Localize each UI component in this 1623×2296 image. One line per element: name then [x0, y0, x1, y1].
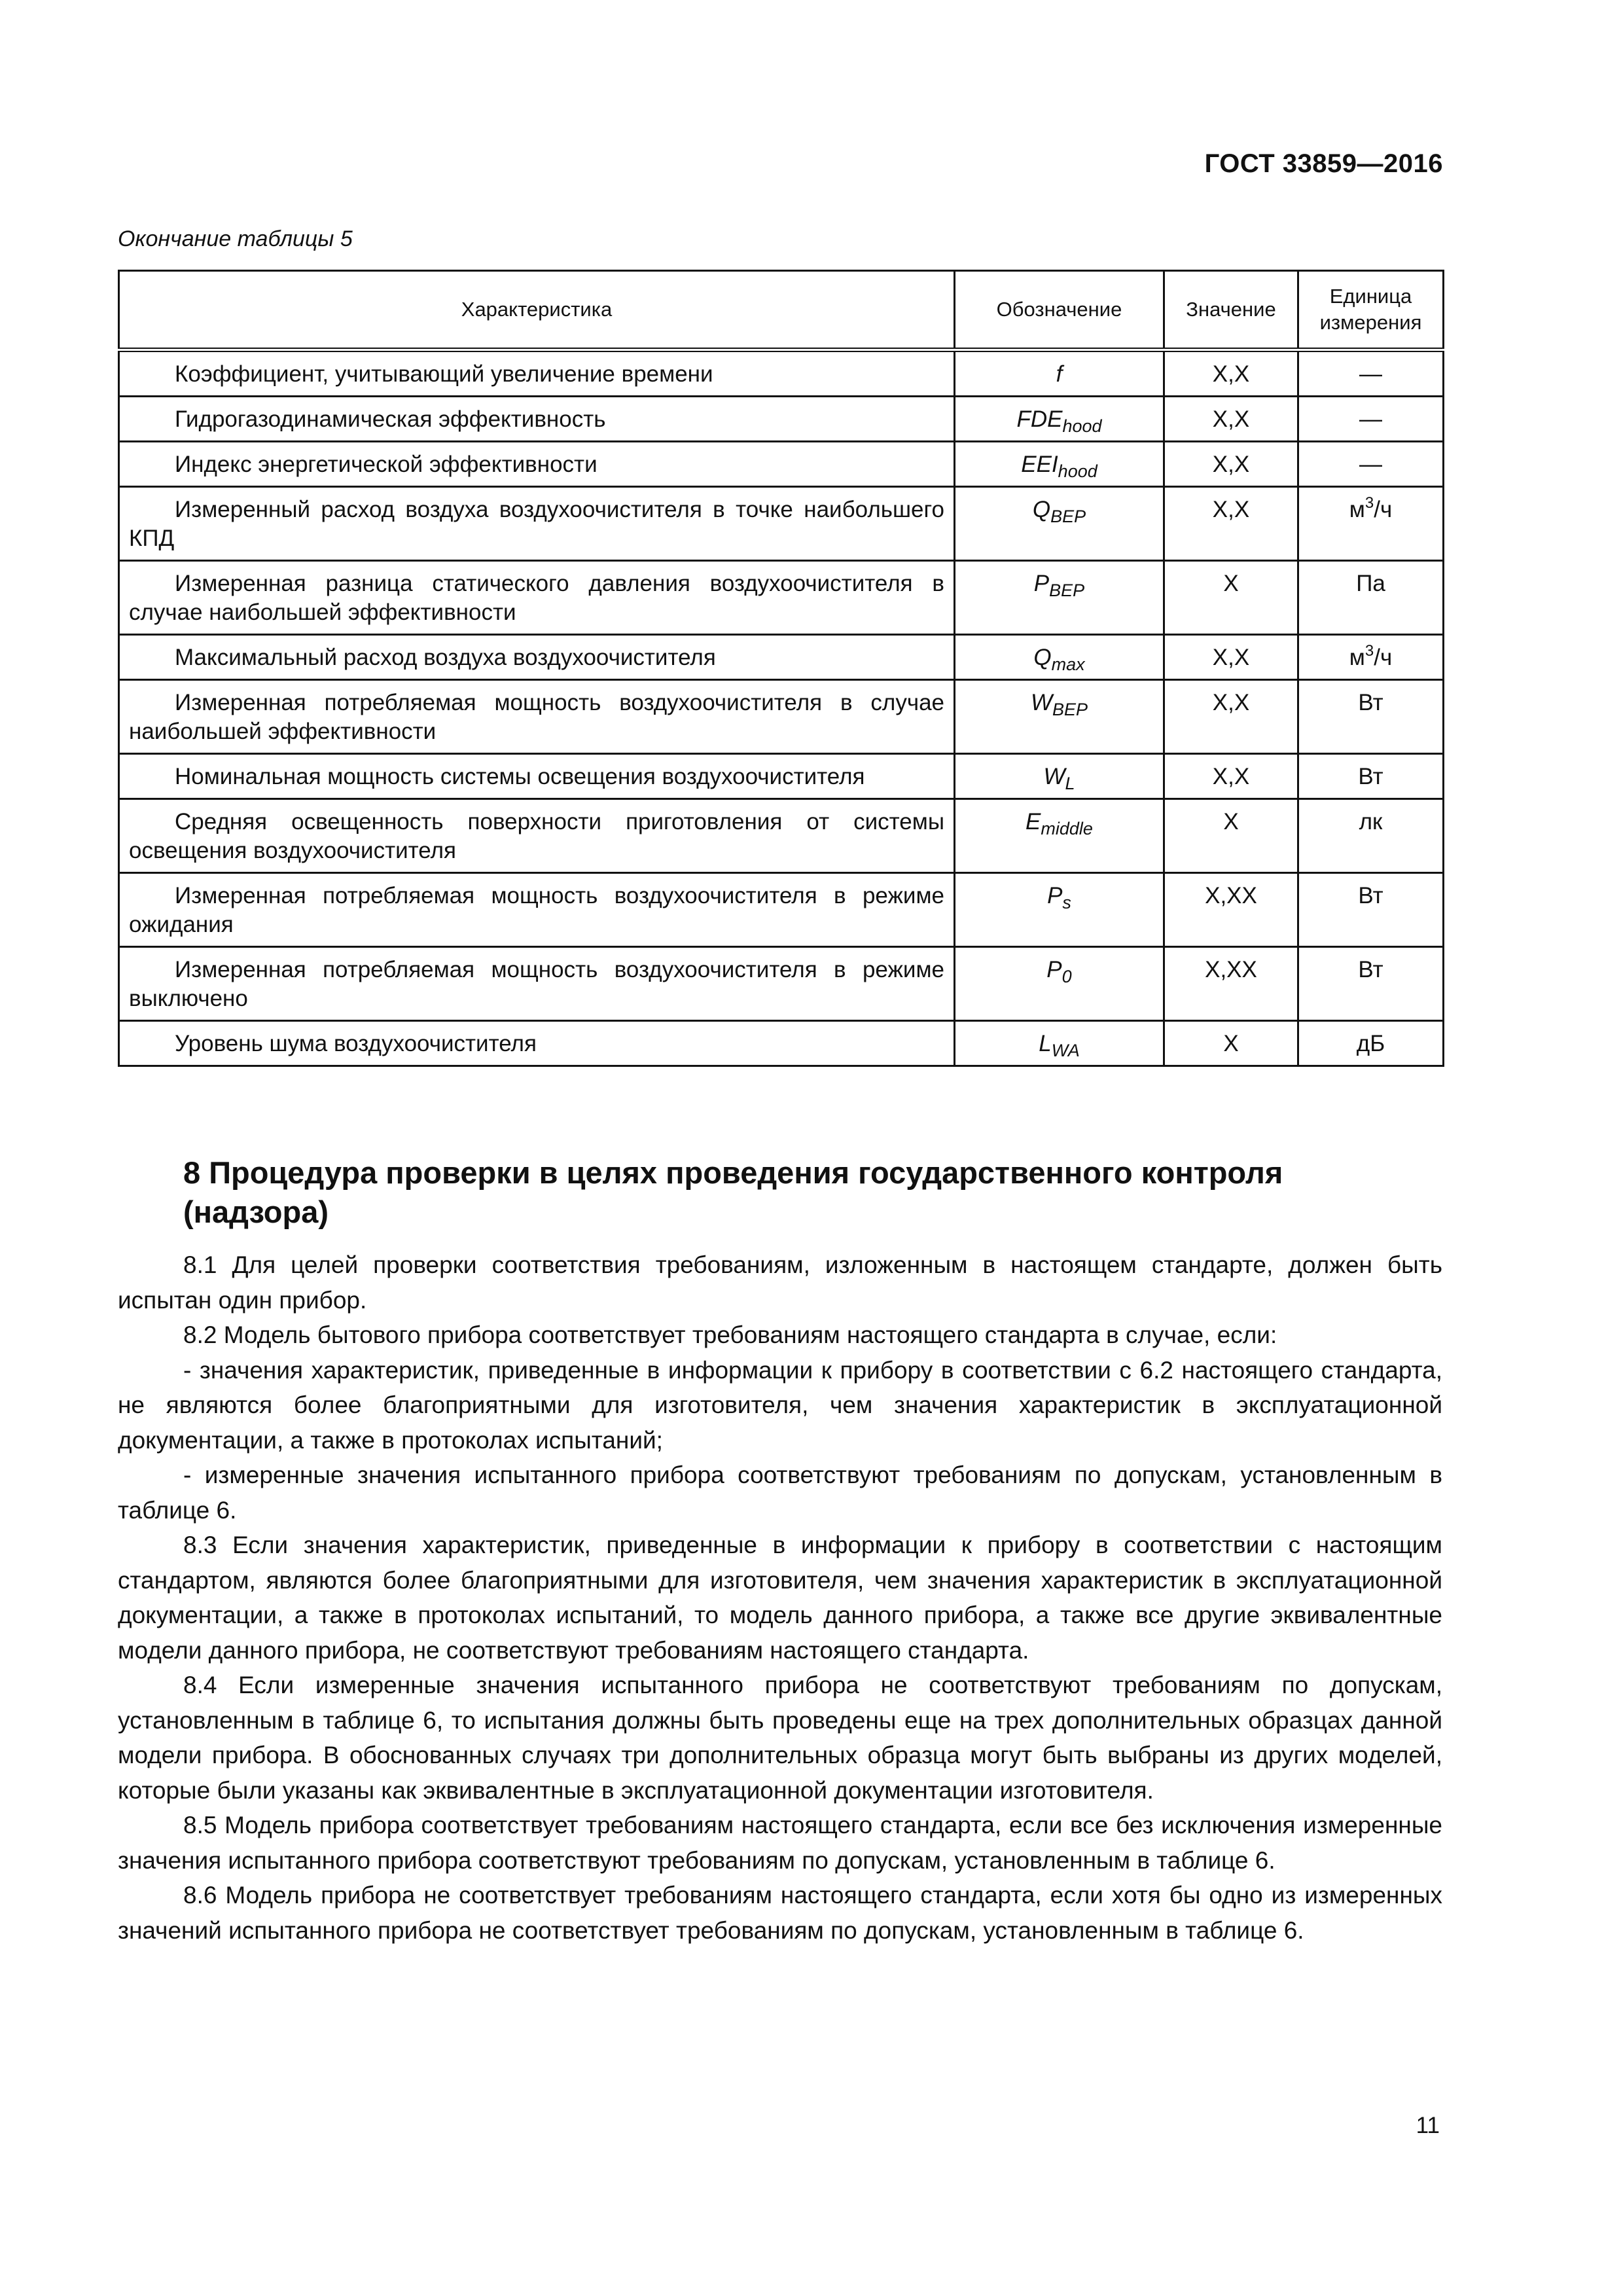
cell-characteristic: Номинальная мощность системы освещения воздухоочистителя: [119, 754, 955, 799]
table-row: [119, 754, 1444, 799]
section-heading: 8 Процедура проверки в целях проведения государственного контроля (надзора): [183, 1155, 1283, 1229]
body-paragraph: 8.4 Если измеренные значения испытанного прибора не соответствуют требованиям по допускам, установленным в таблице 6, то испытания должны быть проведены еще на трех дополнительных образцах данной модели прибора. В обоснованных случаях три дополнительных образца могут быть выбраны из других моделей, которые были указаны как эквивалентные в эксплуатационной документации изготовителя.: [118, 1672, 1442, 1804]
cell-unit: [1298, 754, 1444, 799]
cell-value: Х,Х: [1164, 635, 1298, 680]
symbol-main: EEI: [1021, 452, 1058, 477]
symbol-subscript: max: [1051, 655, 1085, 674]
table-row: [119, 873, 1444, 947]
unit-main: —: [1359, 361, 1382, 387]
cell-unit: [1298, 799, 1444, 873]
symbol-main: E: [1026, 809, 1041, 834]
unit-main: Вт: [1358, 957, 1383, 982]
column-header-unit: Единица измерения: [1298, 271, 1444, 350]
unit-main: Вт: [1358, 883, 1383, 908]
table-body: [119, 350, 1444, 1066]
body-paragraph: - значения характеристик, приведенные в информации к прибору в соответствии с 6.2 настоящего стандарта, не являются более благоприятными для изготовителя, чем значения характеристик в эксплуатационной документации, а также в протоколах испытаний;: [118, 1356, 1442, 1454]
cell-unit: [1298, 350, 1444, 397]
table-row: [119, 350, 1444, 397]
symbol-main: W: [1030, 690, 1052, 715]
cell-value: Х,Х: [1164, 397, 1298, 442]
cell-characteristic: Измеренная потребляемая мощность воздухоочистителя в режиме выключено: [119, 947, 955, 1021]
cell-characteristic: Измеренный расход воздуха воздухоочистителя в точке наибольшего КПД: [119, 487, 955, 561]
cell-characteristic: Измеренная потребляемая мощность воздухоочистителя в режиме ожидания: [119, 873, 955, 947]
table-row: [119, 561, 1444, 635]
page-number: 11: [1416, 2113, 1440, 2138]
table-row: [119, 397, 1444, 442]
table-row: [119, 635, 1444, 680]
symbol-main: P: [1047, 883, 1063, 908]
column-header-value: Значение: [1164, 271, 1298, 350]
symbol-subscript: BEP: [1049, 581, 1085, 600]
symbol-subscript: s: [1062, 893, 1071, 912]
symbol-subscript: WA: [1051, 1041, 1080, 1060]
cell-characteristic: Средняя освещенность поверхности приготовления от системы освещения воздухоочистителя: [119, 799, 955, 873]
symbol-main: Q: [1032, 497, 1051, 522]
cell-symbol: [955, 487, 1164, 561]
unit-main: —: [1359, 406, 1382, 432]
table-header-row: [119, 271, 1444, 350]
symbol-subscript: BEP: [1052, 700, 1088, 719]
body-paragraph: 8.5 Модель прибора соответствует требованиям настоящего стандарта, если все без исключения измеренные значения испытанного прибора соответствуют требованиям по допускам, установленным в таблице 6.: [118, 1812, 1442, 1874]
unit-main: м: [1349, 497, 1365, 522]
unit-main: Па: [1356, 571, 1385, 596]
cell-symbol: [955, 397, 1164, 442]
cell-value: Х,ХХ: [1164, 873, 1298, 947]
symbol-main: P: [1046, 957, 1062, 982]
section-body: [118, 1247, 1442, 1948]
cell-unit: [1298, 947, 1444, 1021]
symbol-main: W: [1043, 764, 1065, 789]
column-header-symbol: Обозначение: [955, 271, 1164, 350]
unit-main: Вт: [1358, 764, 1383, 789]
table-row: [119, 442, 1444, 487]
cell-symbol: [955, 947, 1164, 1021]
cell-unit: [1298, 680, 1444, 754]
cell-symbol: [955, 754, 1164, 799]
table-row: [119, 947, 1444, 1021]
cell-unit: [1298, 635, 1444, 680]
cell-value: Х: [1164, 561, 1298, 635]
cell-symbol: [955, 350, 1164, 397]
cell-characteristic: Максимальный расход воздуха воздухоочистителя: [119, 635, 955, 680]
cell-symbol: [955, 680, 1164, 754]
unit-main: —: [1359, 452, 1382, 477]
body-paragraph: - измеренные значения испытанного прибора соответствуют требованиям по допускам, установленным в таблице 6.: [118, 1462, 1442, 1524]
cell-value: Х,Х: [1164, 487, 1298, 561]
table-row: [119, 680, 1444, 754]
cell-symbol: [955, 442, 1164, 487]
symbol-subscript: middle: [1041, 819, 1093, 838]
cell-symbol: [955, 1021, 1164, 1066]
cell-characteristic: Измеренная разница статического давления воздухоочистителя в случае наибольшей эффективности: [119, 561, 955, 635]
symbol-subscript: BEP: [1050, 507, 1086, 526]
cell-unit: [1298, 442, 1444, 487]
symbol-main: L: [1039, 1031, 1052, 1056]
column-header-characteristic: Характеристика: [119, 271, 955, 350]
cell-value: Х,Х: [1164, 442, 1298, 487]
unit-tail: /ч: [1374, 645, 1393, 670]
cell-unit: [1298, 873, 1444, 947]
standard-code: ГОСТ 33859—2016: [1204, 149, 1443, 178]
cell-symbol: [955, 561, 1164, 635]
symbol-subscript: hood: [1058, 461, 1097, 481]
symbol-subscript: hood: [1062, 416, 1102, 436]
table-row: [119, 1021, 1444, 1066]
symbol-main: P: [1033, 571, 1050, 596]
cell-symbol: [955, 873, 1164, 947]
cell-value: Х,Х: [1164, 754, 1298, 799]
cell-unit: [1298, 397, 1444, 442]
symbol-main: Q: [1033, 645, 1052, 670]
unit-superscript: 3: [1364, 642, 1374, 660]
cell-characteristic: Гидрогазодинамическая эффективность: [119, 397, 955, 442]
unit-tail: /ч: [1374, 497, 1393, 522]
cell-value: Х,Х: [1164, 350, 1298, 397]
cell-characteristic: Коэффициент, учитывающий увеличение времени: [119, 350, 955, 397]
table-row: [119, 487, 1444, 561]
unit-main: Вт: [1358, 690, 1383, 715]
cell-characteristic: Индекс энергетической эффективности: [119, 442, 955, 487]
cell-value: Х: [1164, 1021, 1298, 1066]
cell-symbol: [955, 799, 1164, 873]
cell-unit: [1298, 487, 1444, 561]
body-paragraph: 8.1 Для целей проверки соответствия требованиям, изложенным в настоящем стандарте, должен быть испытан один прибор.: [118, 1251, 1442, 1314]
cell-symbol: [955, 635, 1164, 680]
cell-unit: [1298, 1021, 1444, 1066]
body-paragraph: 8.6 Модель прибора не соответствует требованиям настоящего стандарта, если хотя бы одно из измеренных значений испытанного прибора не соответствует требованиям по допускам, установленным в таблице 6.: [118, 1882, 1442, 1944]
symbol-main: FDE: [1016, 406, 1063, 432]
cell-value: Х,ХХ: [1164, 947, 1298, 1021]
symbol-subscript: L: [1065, 774, 1075, 793]
cell-characteristic: Уровень шума воздухоочистителя: [119, 1021, 955, 1066]
body-paragraph: 8.3 Если значения характеристик, приведенные в информации к прибору в соответствии с настоящим стандартом, являются более благоприятными для изготовителя, чем значения характеристик в эксплуатационной документации, а также в протоколах испытаний, то модель данного прибора, а также все другие эквивалентные модели данного прибора, не соответствуют требованиям настоящего стандарта.: [118, 1532, 1442, 1664]
symbol-main: f: [1056, 361, 1063, 387]
symbol-subscript: 0: [1061, 967, 1072, 986]
table-row: [119, 799, 1444, 873]
body-paragraph: 8.2 Модель бытового прибора соответствует требованиям настоящего стандарта в случае, если:: [183, 1321, 1277, 1348]
cell-value: Х: [1164, 799, 1298, 873]
cell-unit: [1298, 561, 1444, 635]
characteristics-table: [118, 270, 1444, 1067]
cell-characteristic: Измеренная потребляемая мощность воздухоочистителя в случае наибольшей эффективности: [119, 680, 955, 754]
unit-main: м: [1349, 645, 1365, 670]
unit-main: лк: [1359, 809, 1383, 834]
unit-superscript: 3: [1364, 494, 1374, 512]
table-caption: Окончание таблицы 5: [118, 226, 353, 251]
cell-value: Х,Х: [1164, 680, 1298, 754]
unit-main: дБ: [1356, 1031, 1385, 1056]
